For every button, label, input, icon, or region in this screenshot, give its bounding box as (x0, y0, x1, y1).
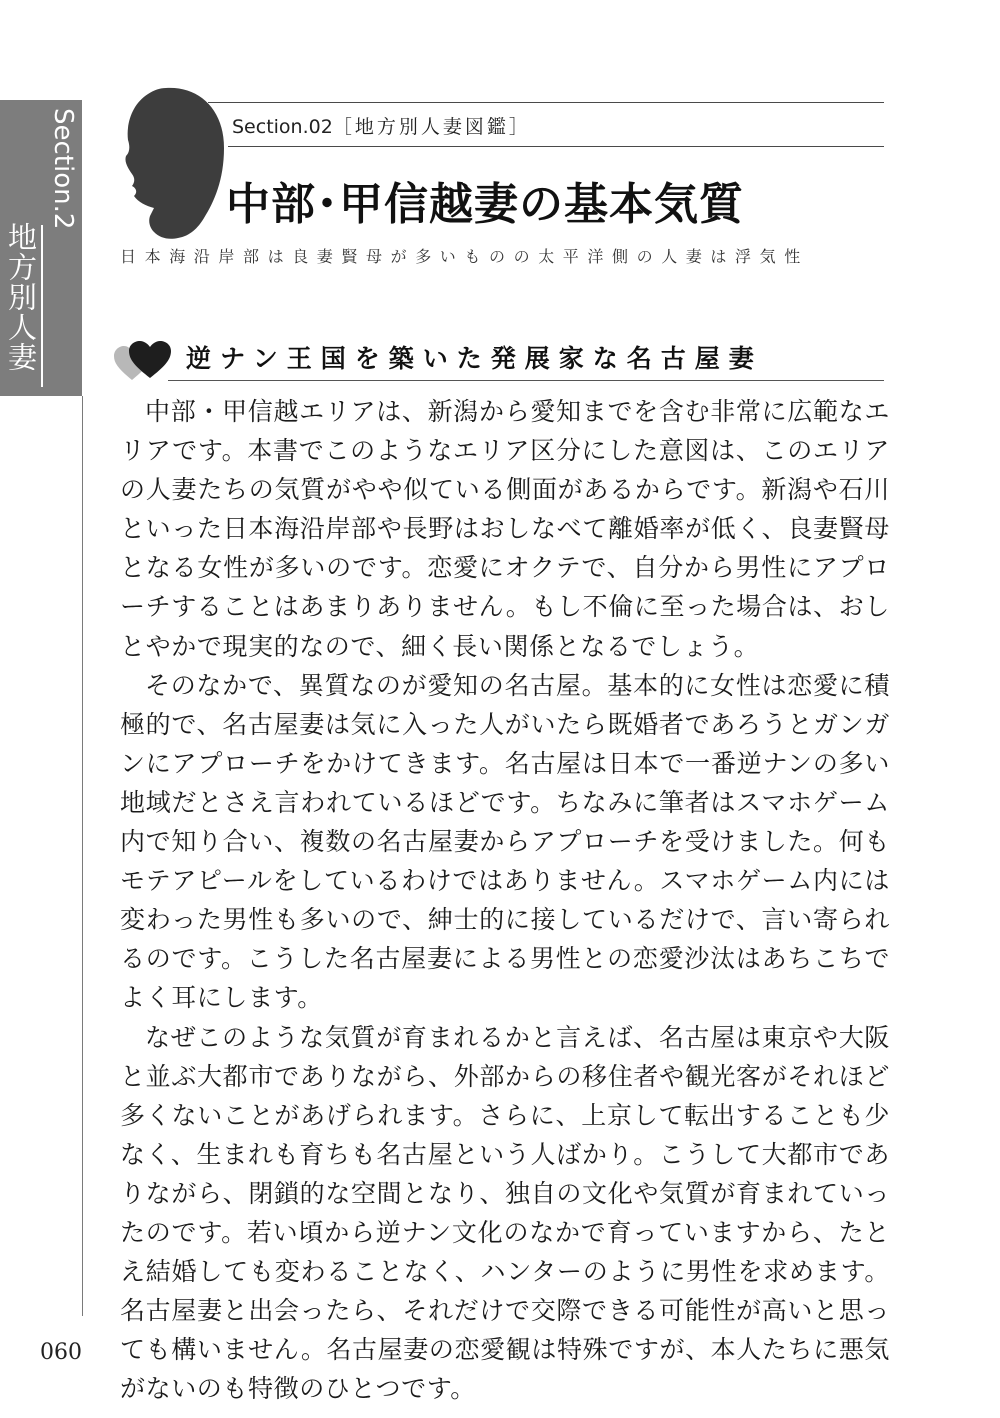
header-rule-top (208, 102, 884, 103)
woman-profile-silhouette-icon (102, 82, 232, 242)
page-title: 中部･甲信越妻の基本気質 (226, 179, 744, 230)
paragraph: そのなかで、異質なのが愛知の名古屋。基本的に女性は恋愛に積極的で、名古屋妻は気に入った人がいたら既婚者であろうとガンガンにアプローチをかけてきます。名古屋は日本で一番逆ナンの多い地域だとさえ言われているほどです。ちなみに筆者はスマホゲーム内で知り合い、複数の名古屋妻からアプローチを受けました。何もモテアピールをしているわけではありません。スマホゲーム内には変わった男性も多いので、紳士的に接しているだけで、言い寄られるのです。こうした名古屋妻による男性との恋愛沙汰はあちこちでよく耳にします。 (120, 670, 890, 1013)
side-tab-section: Section.2 (48, 108, 78, 230)
two-hearts-icon (112, 340, 172, 382)
gutter-rule (82, 396, 83, 1316)
paragraph: 中部・甲信越エリアは、新潟から愛知までを含む非常に広範なエリアです。本書でこのようなエリア区分にした意図は、このエリアの人妻たちの気質がやや似ている側面があるからです。新潟や石川といった日本海沿岸部や長野はおしなべて離婚率が低く、良妻賢母となる女性が多いのです。恋愛にオクテで、自分から男性にアプローチすることはあまりありません。もし不倫に至った場合は、おしとやかで現実的なので、細く長い関係となるでしょう。 (120, 397, 890, 661)
page-number: 060 (40, 1340, 82, 1365)
section-label (232, 112, 531, 139)
header-rule-middle (228, 146, 884, 147)
paragraph: なぜこのような気質が育まれるかと言えば、名古屋は東京や大阪と並ぶ大都市でありながら、外部からの移住者や観光客がそれほど多くないことがあげられます。さらに、上京して転出することも少なく、生まれも育ちも名古屋という人ばかり。こうして大都市でありながら、閉鎖的な空間となり、独自の文化や気質が育まれていったのです。若い頃から逆ナン文化のなかで育っていますから、たとえ結婚しても変わることなく、ハンターのように男性を求めます。名古屋妻と出会ったら、それだけで交際できる可能性が高いと思っても構いません。名古屋妻の恋愛観は特殊ですが、本人たちに悪気がないのも特徴のひとつです。 (120, 1022, 890, 1404)
body-text (120, 392, 890, 1408)
page-subtitle: 日本海沿岸部は良妻賢母が多いものの太平洋側の人妻は浮気性 (120, 247, 809, 266)
section-heading: 逆ナン王国を築いた発展家な名古屋妻 (186, 344, 763, 373)
section-tag: ［地方別人妻図鑑］ (332, 116, 531, 138)
section-heading-rule (168, 380, 884, 381)
side-tab (0, 100, 82, 396)
section-number: Section.02 (232, 116, 333, 138)
side-tab-chapter: 地方別人妻 (4, 222, 38, 372)
